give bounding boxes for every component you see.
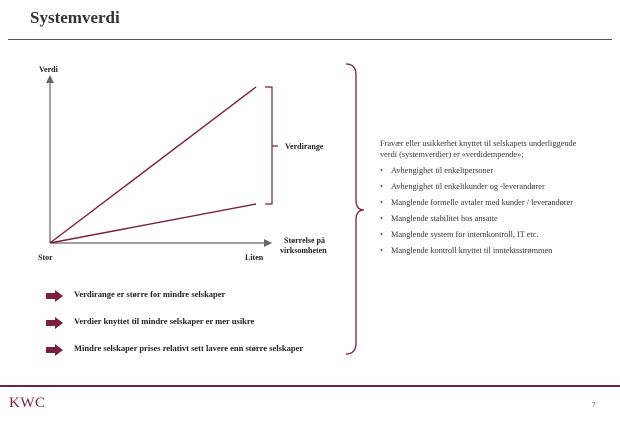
takeaway-text: Verdirange er større for mindre selskaper: [74, 289, 226, 299]
list-item: [380, 245, 580, 256]
range-bracket: [265, 87, 272, 204]
list-item: [380, 213, 580, 224]
list-item: [380, 229, 580, 240]
bullet-icon: •: [380, 246, 383, 255]
y-axis-arrow-icon: [46, 75, 54, 83]
takeaway-text: Mindre selskaper prises relativt sett lavere enn større selskaper: [74, 343, 304, 353]
curly-brace: [346, 64, 364, 354]
lower-value-line: [50, 204, 256, 243]
list-item-text: Manglende stabilitet hos ansatte: [391, 214, 498, 223]
list-item-text: Avhengighet til enkeltpersoner: [391, 166, 494, 175]
takeaway-text: Verdier knyttet til mindre selskaper er mer usikre: [74, 316, 255, 326]
bullet-icon: •: [380, 182, 383, 191]
list-item-text: Manglende system for internkontroll, IT etc.: [391, 230, 539, 239]
bullet-icon: •: [380, 214, 383, 223]
arrow-right-icon: [46, 344, 64, 356]
bullet-icon: •: [380, 166, 383, 175]
list-item-text: Manglende formelle avtaler med kunder / leverandører: [391, 198, 573, 207]
kwc-logo: KWC: [9, 395, 46, 411]
upper-value-line: [50, 87, 256, 243]
list-item-text: Avhengighet til enkeltkunder og -leverandører: [391, 182, 545, 191]
arrow-right-icon: [46, 317, 64, 329]
bullet-icon: •: [380, 198, 383, 207]
arrow-right-icon: [46, 290, 64, 302]
list-item: [380, 197, 580, 208]
list-item-text: Manglende kontroll knyttet til inntektsstrømmen: [391, 246, 553, 255]
x-axis-label-line2: virksomheten: [280, 246, 327, 255]
x-left-label: Stor: [38, 253, 53, 262]
x-right-label: Liten: [245, 253, 264, 262]
bullet-icon: •: [380, 230, 383, 239]
y-axis-label: Verdi: [39, 65, 58, 74]
x-axis-arrow-icon: [264, 239, 272, 247]
x-axis-label-line1: Størrelse på: [284, 236, 325, 245]
page-title: Systemverdi: [30, 8, 120, 27]
list-item: [380, 165, 580, 176]
factors-list: [380, 165, 580, 256]
factors-intro: Fravær eller usikkerhet knyttet til selskapets underliggende verdi (systemverdier) er «verdidempende»;: [380, 139, 577, 159]
page-number: 7: [592, 401, 596, 409]
footer-divider: [0, 385, 620, 387]
range-label: Verdirange: [285, 142, 324, 151]
list-item: [380, 181, 580, 192]
value-dampening-factors: [380, 138, 580, 261]
